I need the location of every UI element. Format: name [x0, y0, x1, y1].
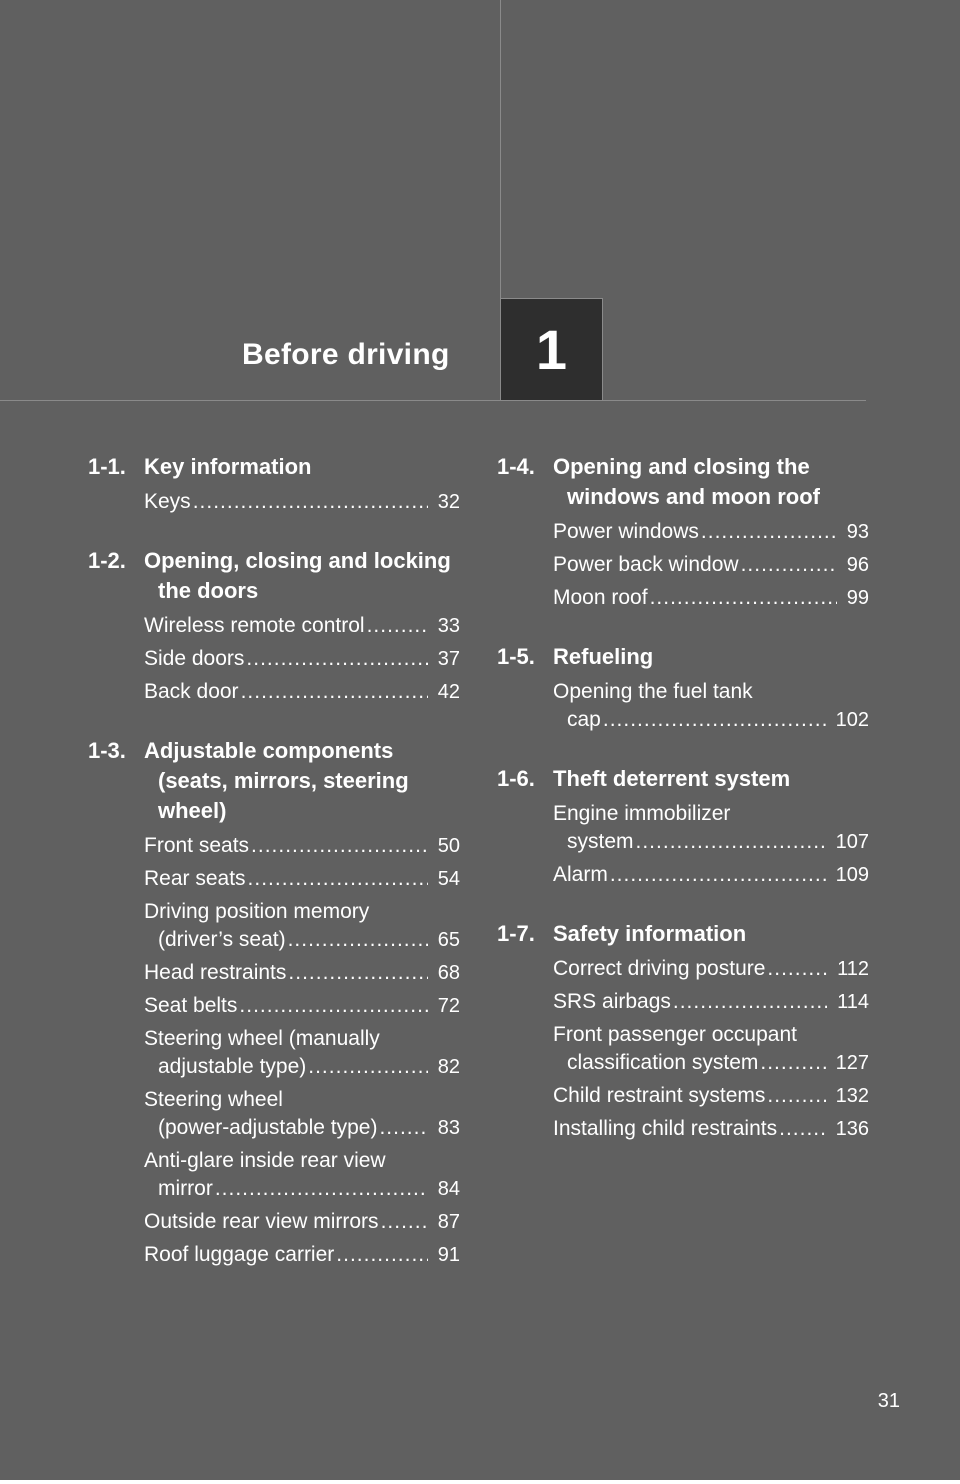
entry-last-line — [553, 955, 831, 983]
section-number: 1-5. — [497, 644, 535, 669]
entry-label: cap — [567, 708, 601, 731]
section-entries — [497, 518, 869, 612]
section-entries — [497, 955, 869, 1143]
entry-last-line — [553, 584, 841, 612]
page-number: 31 — [877, 1390, 900, 1412]
section-heading — [88, 452, 460, 482]
section-number: 1-4. — [497, 454, 535, 479]
entry-last-line — [144, 832, 432, 860]
entry-page-number: 136 — [835, 1118, 869, 1140]
toc-entry[interactable] — [144, 865, 460, 893]
entry-text — [144, 488, 432, 516]
toc-entry[interactable] — [553, 1021, 869, 1077]
section-title: Safety information — [553, 921, 747, 946]
entry-last-line — [553, 1082, 830, 1110]
entry-text — [144, 832, 432, 860]
dot-leader — [610, 861, 826, 889]
entry-page-number: 37 — [437, 648, 460, 670]
dot-leader — [603, 706, 826, 734]
entry-label: SRS airbags — [553, 990, 671, 1013]
toc-entry[interactable] — [553, 551, 869, 579]
toc-entry[interactable] — [553, 955, 869, 983]
entry-text — [144, 959, 432, 987]
section-title: Key information — [144, 454, 312, 479]
entry-label: Power windows — [553, 520, 699, 543]
entry-page-number: 114 — [837, 991, 869, 1013]
toc-section — [88, 546, 460, 706]
dot-leader — [767, 1082, 825, 1110]
toc-entry[interactable] — [144, 645, 460, 673]
toc-section — [497, 764, 869, 889]
section-number: 1-6. — [497, 766, 535, 791]
toc-entry[interactable] — [144, 832, 460, 860]
entry-label: Anti-glare inside rear view — [144, 1149, 386, 1172]
dot-leader — [239, 992, 427, 1020]
dot-leader — [650, 584, 837, 612]
toc-entry[interactable] — [553, 988, 869, 1016]
toc-entry[interactable] — [553, 518, 869, 546]
entry-label: Opening the fuel tank — [553, 680, 753, 703]
dot-leader — [636, 828, 826, 856]
entry-last-line — [144, 1114, 432, 1142]
entry-label: Engine immobilizer — [553, 802, 731, 825]
entry-label: Roof luggage carrier — [144, 1243, 335, 1266]
dot-leader — [779, 1115, 826, 1143]
entry-label: Side doors — [144, 647, 245, 670]
toc-section — [497, 642, 869, 734]
entry-label: (driver’s seat) — [158, 928, 286, 951]
section-entries — [88, 612, 460, 706]
entry-text — [144, 1147, 432, 1203]
entry-text — [553, 1115, 830, 1143]
entry-last-line — [553, 988, 831, 1016]
page-edge — [0, 1480, 960, 1484]
section-title: Refueling — [553, 644, 654, 669]
toc-entry[interactable] — [144, 898, 460, 954]
toc-entry[interactable] — [144, 678, 460, 706]
entry-text — [553, 955, 831, 983]
entry-last-line — [553, 551, 841, 579]
entry-label: Head restraints — [144, 961, 287, 984]
dot-leader — [367, 612, 428, 640]
entry-label: classification system — [567, 1051, 759, 1074]
section-title: Theft deterrent system — [553, 766, 791, 791]
entry-label: Power back window — [553, 553, 739, 576]
toc-entry[interactable] — [144, 1241, 460, 1269]
section-heading — [497, 919, 869, 949]
toc-entry[interactable] — [553, 1115, 869, 1143]
entry-text — [144, 992, 432, 1020]
entry-page-number: 96 — [846, 554, 869, 576]
toc-entry[interactable] — [144, 1147, 460, 1203]
entry-label: Outside rear view mirrors — [144, 1210, 379, 1233]
entry-label: Child restraint systems — [553, 1084, 766, 1107]
entry-last-line — [144, 488, 432, 516]
section-title: Opening and closing the windows and moon roof — [553, 454, 820, 509]
dot-leader — [336, 1241, 427, 1269]
entry-text — [553, 861, 830, 889]
toc-entry[interactable] — [144, 959, 460, 987]
entry-label: Wireless remote control — [144, 614, 365, 637]
entry-text — [553, 800, 830, 856]
entry-page-number: 84 — [437, 1178, 460, 1200]
toc-entry[interactable] — [553, 1082, 869, 1110]
entry-label: adjustable type) — [158, 1055, 307, 1078]
entry-page-number: 68 — [437, 962, 460, 984]
dot-leader — [308, 1053, 427, 1081]
toc-entry[interactable] — [144, 1086, 460, 1142]
entry-page-number: 107 — [835, 831, 869, 853]
entry-label: Seat belts — [144, 994, 238, 1017]
toc-entry[interactable] — [553, 800, 869, 856]
entry-last-line — [553, 1115, 830, 1143]
entry-label: Alarm — [553, 863, 608, 886]
section-heading — [88, 546, 460, 606]
entry-last-line — [144, 1175, 432, 1203]
entry-label: (power-adjustable type) — [158, 1116, 378, 1139]
section-heading — [497, 452, 869, 512]
entry-page-number: 93 — [846, 521, 869, 543]
entry-last-line — [144, 1241, 432, 1269]
entry-last-line — [144, 926, 432, 954]
entry-page-number: 33 — [437, 615, 460, 637]
entry-label: Correct driving posture — [553, 957, 766, 980]
toc-entry[interactable] — [144, 612, 460, 640]
dot-leader — [288, 926, 428, 954]
toc-entry[interactable] — [144, 1025, 460, 1081]
entry-text — [553, 1082, 830, 1110]
entry-label: Installing child restraints — [553, 1117, 778, 1140]
entry-label: Rear seats — [144, 867, 246, 890]
dot-leader — [193, 488, 428, 516]
entry-page-number: 32 — [437, 491, 460, 513]
entry-page-number: 82 — [437, 1056, 460, 1078]
dot-leader — [741, 551, 837, 579]
entry-page-number: 99 — [846, 587, 869, 609]
entry-label: system — [567, 830, 634, 853]
dot-leader — [251, 832, 428, 860]
entry-label: Steering wheel (manually — [144, 1027, 380, 1050]
entry-text — [144, 1208, 432, 1236]
toc-section — [497, 919, 869, 1143]
entry-label: Back door — [144, 680, 239, 703]
toc-section — [497, 452, 869, 612]
section-entries — [497, 800, 869, 889]
toc-entry[interactable] — [144, 1208, 460, 1236]
entry-label: Driving position memory — [144, 900, 370, 923]
entry-page-number: 83 — [437, 1117, 460, 1139]
section-entries — [497, 678, 869, 734]
dot-leader — [381, 1208, 428, 1236]
horizontal-rule — [0, 400, 866, 401]
section-number: 1-3. — [88, 738, 126, 763]
dot-leader — [246, 645, 427, 673]
entry-page-number: 102 — [835, 709, 869, 731]
toc-entry[interactable] — [144, 488, 460, 516]
dot-leader — [288, 959, 427, 987]
dot-leader — [215, 1175, 428, 1203]
entry-page-number: 87 — [437, 1211, 460, 1233]
entry-label: Front seats — [144, 834, 250, 857]
entry-text — [144, 612, 432, 640]
toc-right-column — [497, 452, 869, 1173]
entry-page-number: 65 — [437, 929, 460, 951]
dot-leader — [673, 988, 827, 1016]
section-number: 1-2. — [88, 548, 126, 573]
section-number: 1-7. — [497, 921, 535, 946]
entry-text — [144, 1025, 432, 1081]
entry-page-number: 54 — [437, 868, 460, 890]
entry-page-number: 91 — [437, 1244, 460, 1266]
section-entries — [88, 488, 460, 516]
toc-entry[interactable] — [553, 861, 869, 889]
entry-page-number: 50 — [437, 835, 460, 857]
entry-text — [553, 551, 841, 579]
dot-leader — [767, 955, 827, 983]
entry-text — [553, 518, 841, 546]
entry-text — [553, 584, 841, 612]
toc-entry[interactable] — [553, 584, 869, 612]
entry-label: Front passenger occupant — [553, 1023, 797, 1046]
entry-page-number: 132 — [835, 1085, 869, 1107]
section-title: Opening, closing and locking the doors — [144, 548, 451, 603]
entry-text — [144, 678, 432, 706]
chapter-title: Before driving — [242, 338, 450, 371]
section-title: Adjustable components (seats, mirrors, steering wheel) — [144, 738, 409, 823]
chapter-number-tab — [500, 298, 603, 400]
entry-page-number: 109 — [835, 864, 869, 886]
section-entries — [88, 832, 460, 1269]
dot-leader — [760, 1049, 825, 1077]
entry-text — [144, 645, 432, 673]
entry-last-line — [144, 959, 432, 987]
entry-text — [144, 1086, 432, 1142]
section-heading — [497, 642, 869, 672]
entry-last-line — [553, 828, 830, 856]
entry-last-line — [553, 861, 830, 889]
entry-page-number: 112 — [837, 958, 869, 980]
entry-last-line — [144, 1208, 432, 1236]
entry-text — [144, 865, 432, 893]
dot-leader — [241, 678, 428, 706]
entry-text — [553, 678, 830, 734]
entry-page-number: 72 — [437, 995, 460, 1017]
entry-last-line — [144, 645, 432, 673]
entry-last-line — [553, 518, 841, 546]
toc-entry[interactable] — [144, 992, 460, 1020]
entry-last-line — [144, 678, 432, 706]
entry-text — [144, 1241, 432, 1269]
entry-page-number: 42 — [437, 681, 460, 703]
entry-text — [144, 898, 432, 954]
entry-label: Moon roof — [553, 586, 648, 609]
toc-section — [88, 452, 460, 516]
entry-text — [553, 988, 831, 1016]
section-number: 1-1. — [88, 454, 126, 479]
entry-page-number: 127 — [835, 1052, 869, 1074]
entry-label: Steering wheel — [144, 1088, 283, 1111]
toc-entry[interactable] — [553, 678, 869, 734]
dot-leader — [248, 865, 428, 893]
entry-label: mirror — [158, 1177, 213, 1200]
chapter-number: 1 — [535, 318, 568, 381]
toc-left-column — [88, 452, 460, 1299]
dot-leader — [379, 1114, 427, 1142]
section-heading — [88, 736, 460, 826]
entry-last-line — [553, 706, 830, 734]
entry-last-line — [144, 865, 432, 893]
entry-label: Keys — [144, 490, 191, 513]
entry-last-line — [144, 1053, 432, 1081]
entry-text — [553, 1021, 830, 1077]
entry-last-line — [553, 1049, 830, 1077]
dot-leader — [701, 518, 837, 546]
entry-last-line — [144, 992, 432, 1020]
toc-section — [88, 736, 460, 1269]
section-heading — [497, 764, 869, 794]
entry-last-line — [144, 612, 432, 640]
